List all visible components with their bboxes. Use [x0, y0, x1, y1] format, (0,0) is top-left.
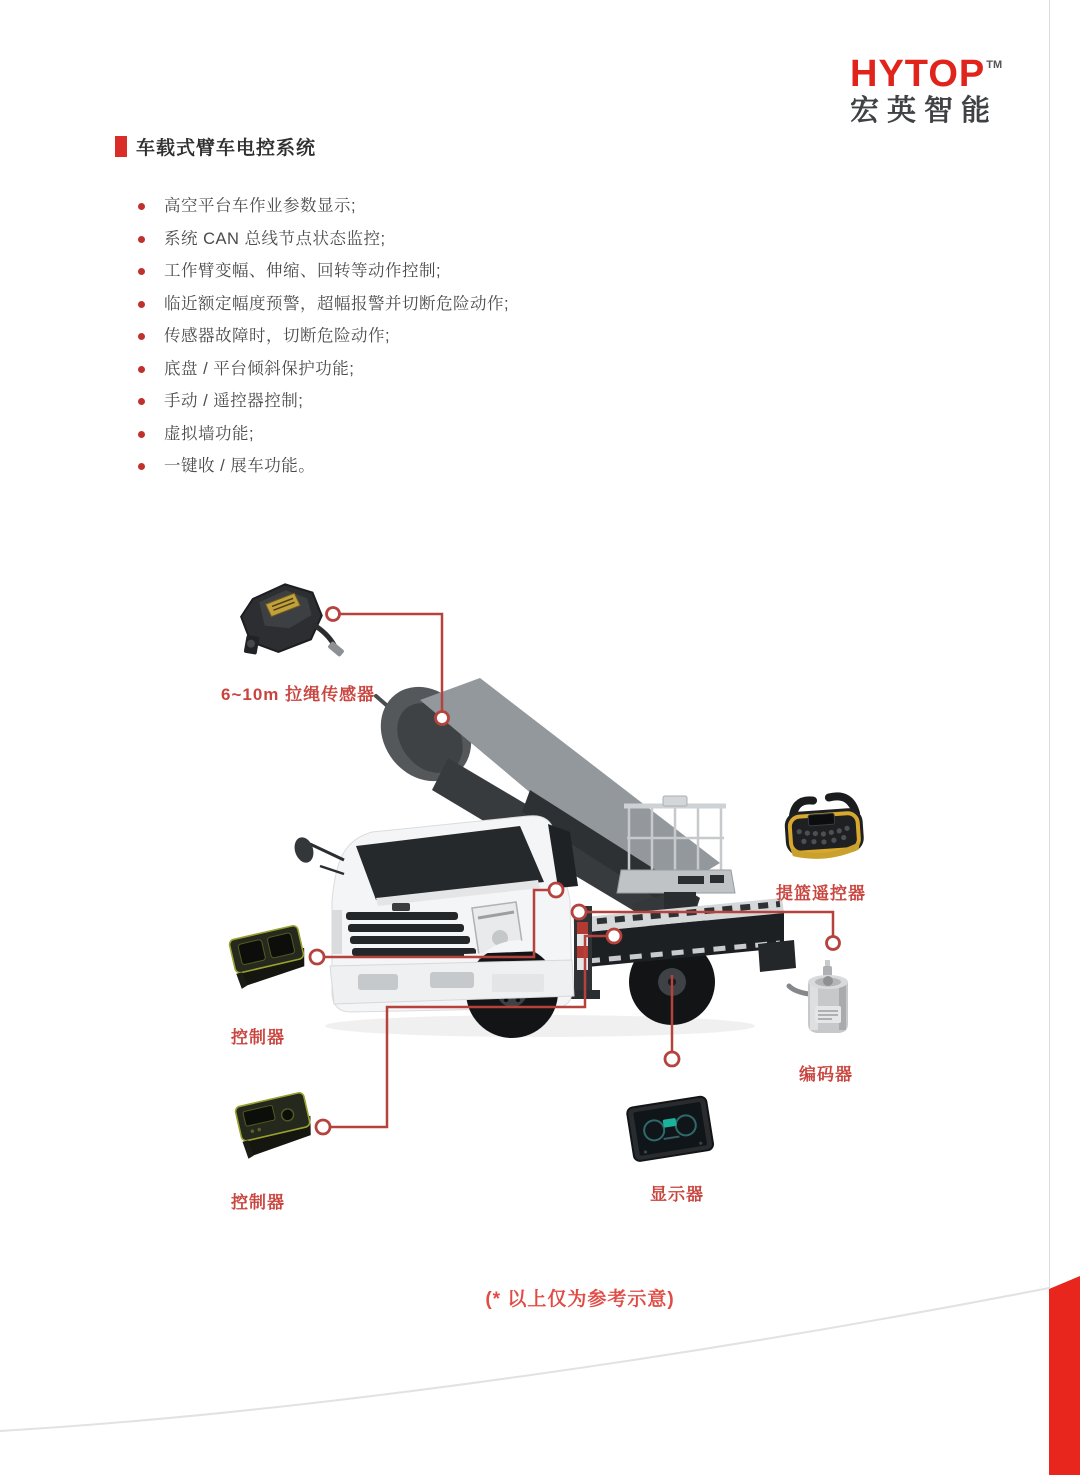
display-label: 显示器	[650, 1185, 704, 1204]
feature-item: 工作臂变幅、伸缩、回转等动作控制;	[138, 255, 509, 288]
rope-sensor-label: 6~10m 拉绳传感器	[221, 685, 376, 704]
feature-item: 底盘 / 平台倾斜保护功能;	[138, 353, 509, 386]
feature-item: 一键收 / 展车功能。	[138, 450, 509, 483]
heading-red-bar-icon	[115, 136, 127, 157]
encoder-label: 编码器	[799, 1065, 853, 1084]
basket-remote-label: 提篮遥控器	[776, 884, 866, 903]
feature-item: 系统 CAN 总线节点状态监控;	[138, 223, 509, 256]
feature-item: 虚拟墙功能;	[138, 418, 509, 451]
brand-logo-text: HYTOP™	[850, 53, 1003, 95]
feature-item: 传感器故障时，切断危险动作;	[138, 320, 509, 353]
reference-note: (* 以上仅为参考示意)	[485, 1289, 675, 1310]
boom-truck-image	[280, 660, 800, 1070]
feature-item: 高空平台车作业参数显示;	[138, 190, 509, 223]
corner-red-ribbon-icon	[1049, 1276, 1080, 1475]
brand-logo-subtext: 宏英智能	[850, 95, 999, 127]
page-right-border	[1049, 0, 1050, 1288]
section-heading	[115, 133, 316, 160]
controller2-image	[228, 1086, 323, 1168]
brand-logo	[850, 46, 1012, 127]
controller2-label: 控制器	[231, 1193, 285, 1212]
display-image	[622, 1086, 717, 1170]
feature-list	[138, 190, 509, 483]
feature-item: 临近额定幅度预警，超幅报警并切断危险动作;	[138, 288, 509, 321]
trademark-mark: TM	[986, 59, 1003, 71]
callout-node-icon	[827, 937, 840, 950]
feature-item: 手动 / 遥控器控制;	[138, 385, 509, 418]
page-title: 车载式臂车电控系统	[136, 138, 317, 159]
controller1-label: 控制器	[231, 1028, 285, 1047]
